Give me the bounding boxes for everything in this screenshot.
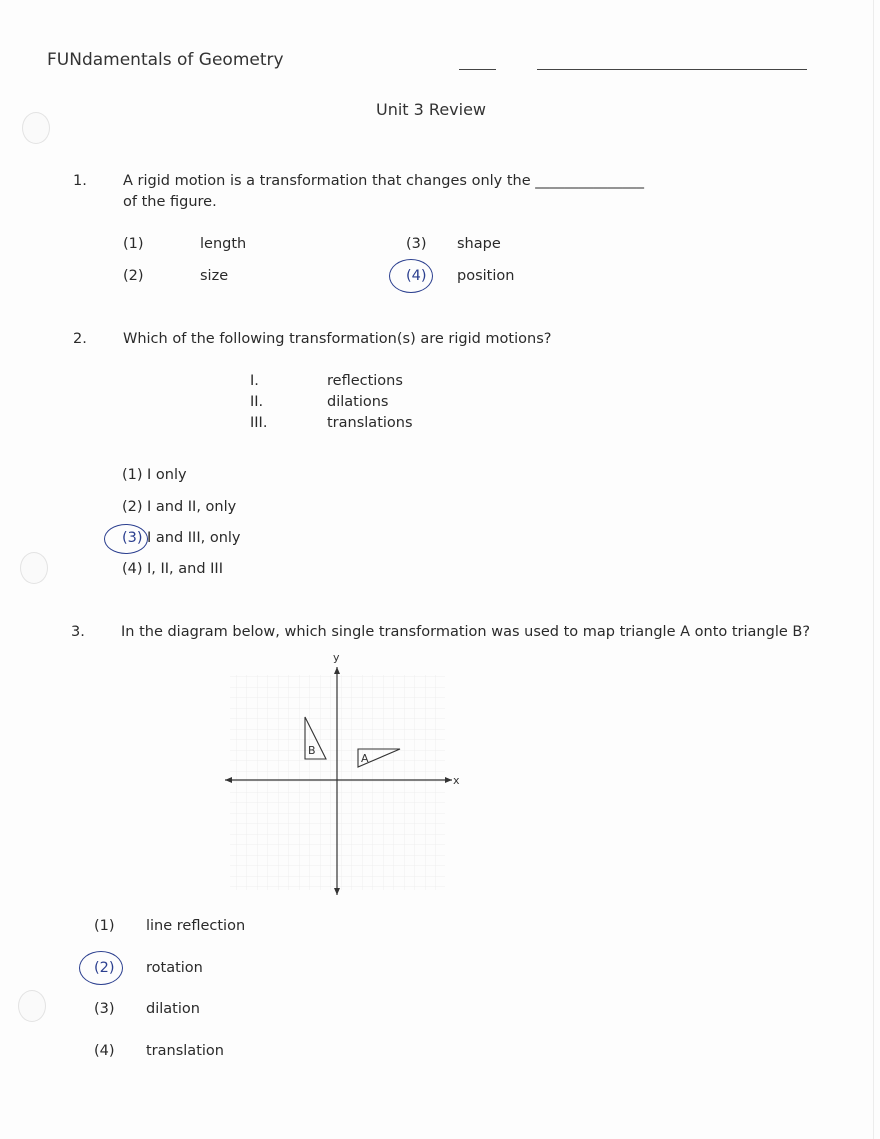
q2-option-3-number[interactable]: (3) (122, 530, 143, 546)
q2-option-3-label: I and III, only (147, 530, 241, 546)
y-axis-arrow-up (334, 667, 340, 674)
punch-hole (18, 990, 46, 1022)
question-3-text: In the diagram below, which single transformation was used to map triangle A onto triangle B? (121, 624, 811, 640)
q1-option-2-label: size (200, 268, 229, 284)
y-axis-label: y (333, 651, 340, 664)
q3-option-2-number[interactable]: (2) (94, 960, 115, 976)
x-axis-arrow-right (445, 777, 452, 783)
triangle-b-label: B (308, 744, 316, 757)
q2-option-4-number[interactable]: (4) (122, 561, 143, 577)
page-edge (873, 0, 874, 1139)
q2-option-2-label: I and II, only (147, 499, 237, 515)
q2-option-1-label: I only (147, 467, 187, 483)
q3-option-1-number[interactable]: (1) (94, 918, 115, 934)
answer-circle-mark (389, 259, 433, 293)
q2-list-3-number: III. (250, 415, 268, 431)
question-2-text: Which of the following transformation(s) are rigid motions? (123, 331, 552, 347)
coordinate-diagram (215, 645, 465, 905)
q1-option-3-label: shape (457, 236, 501, 252)
question-2-number: 2. (73, 331, 87, 347)
x-axis-arrow-left (225, 777, 232, 783)
question-1-text-line2: of the figure. (123, 194, 217, 210)
q3-option-3-label: dilation (146, 1001, 200, 1017)
q1-option-4-label: position (457, 268, 515, 284)
punch-hole (20, 552, 48, 584)
answer-circle-mark (79, 951, 123, 985)
q2-option-2-number[interactable]: (2) (122, 499, 143, 515)
q2-option-4-label: I, II, and III (147, 561, 223, 577)
page-title: Unit 3 Review (376, 100, 487, 119)
name-blank-long[interactable] (537, 69, 807, 70)
q3-option-1-label: line reflection (146, 918, 246, 934)
q2-list-1-number: I. (250, 373, 259, 389)
q3-option-4-number[interactable]: (4) (94, 1043, 115, 1059)
q2-option-1-number[interactable]: (1) (122, 467, 143, 483)
question-1-number: 1. (73, 173, 87, 189)
question-1-text: A rigid motion is a transformation that changes only the _______________ (123, 173, 645, 189)
q2-list-3-label: translations (327, 415, 413, 431)
q2-list-1-label: reflections (327, 373, 403, 389)
q3-option-4-label: translation (146, 1043, 224, 1059)
triangle-a-label: A (361, 752, 369, 765)
question-3-number: 3. (71, 624, 85, 640)
punch-hole (22, 112, 50, 144)
y-axis-arrow-down (334, 888, 340, 895)
q1-option-2-number[interactable]: (2) (123, 268, 144, 284)
q2-list-2-label: dilations (327, 394, 389, 410)
q3-option-2-label: rotation (146, 960, 203, 976)
x-axis-label: x (453, 774, 460, 787)
q1-option-4-number[interactable]: (4) (406, 268, 427, 284)
name-blank-short[interactable] (459, 69, 496, 70)
q3-option-3-number[interactable]: (3) (94, 1001, 115, 1017)
q2-list-2-number: II. (250, 394, 264, 410)
q1-option-3-number[interactable]: (3) (406, 236, 427, 252)
course-title: FUNdamentals of Geometry (47, 50, 284, 70)
answer-circle-mark (104, 524, 148, 554)
q1-option-1-number[interactable]: (1) (123, 236, 144, 252)
q1-option-1-label: length (200, 236, 247, 252)
